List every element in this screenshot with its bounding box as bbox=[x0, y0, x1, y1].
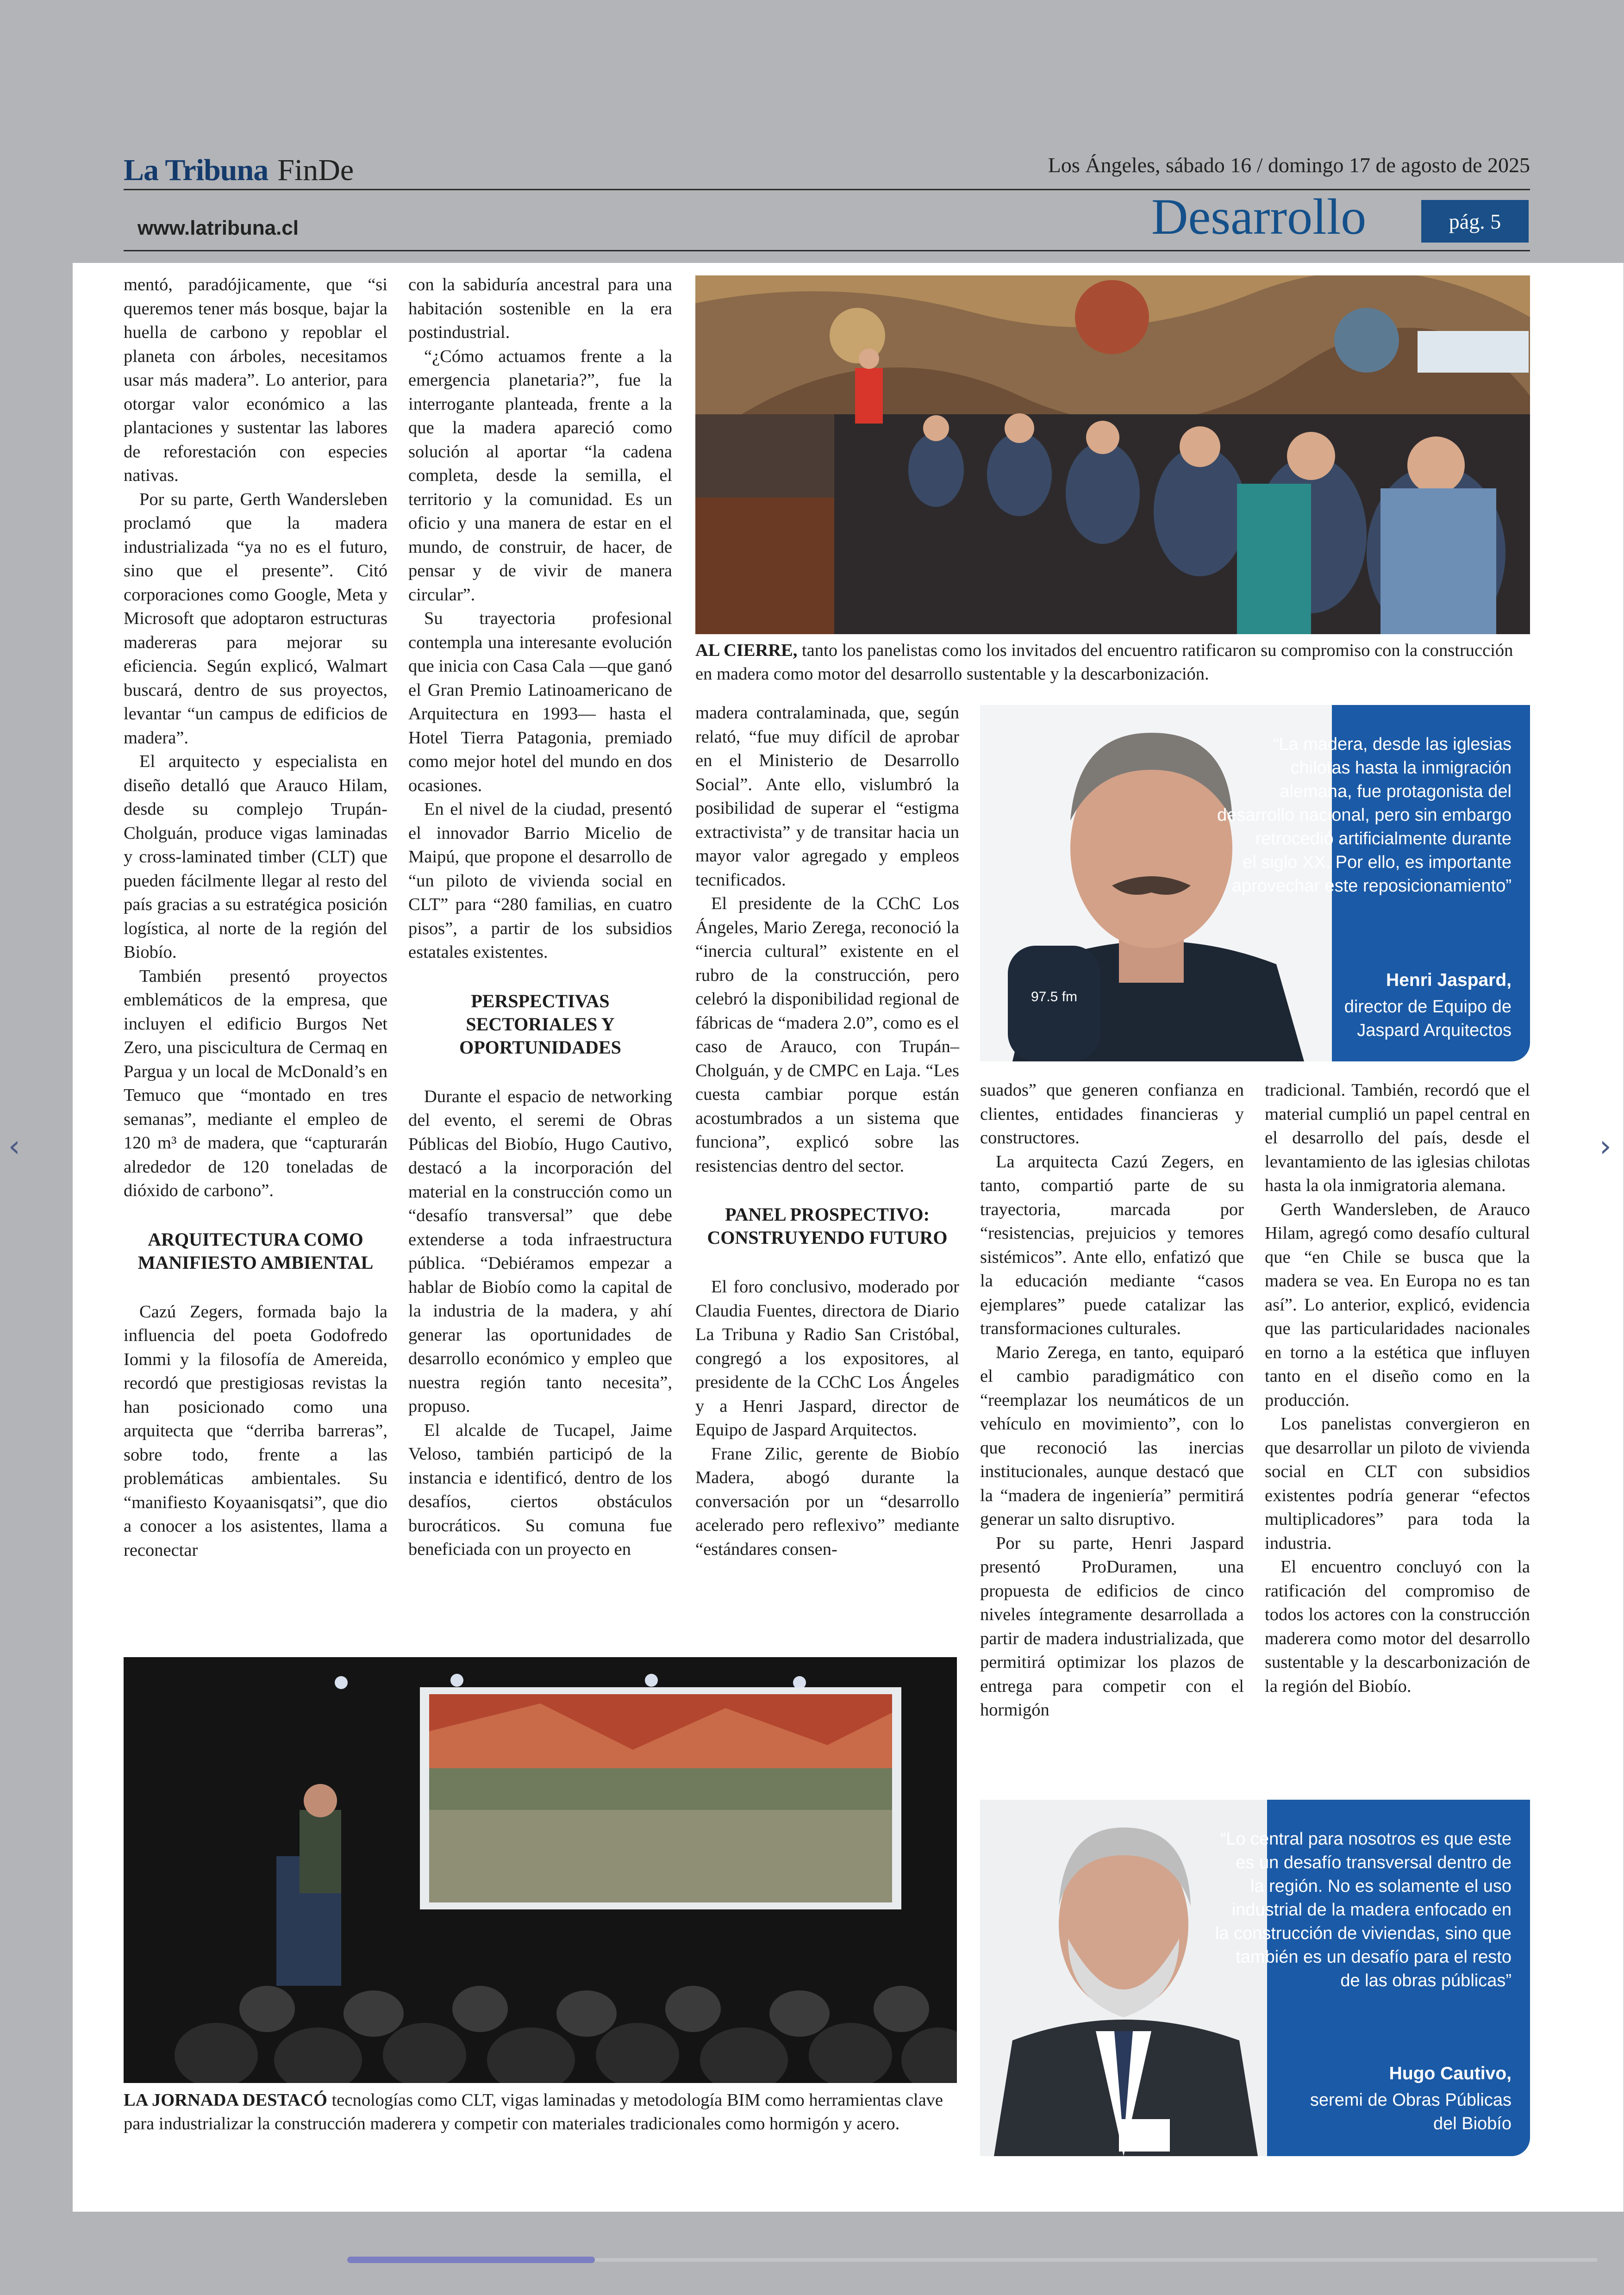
quote-line: “La madera, desde las iglesias bbox=[1273, 735, 1512, 754]
paragraph: suados” que generen confianza en clientes, entidades financieras y constructores. bbox=[980, 1080, 1244, 1148]
header-rule-bottom bbox=[124, 250, 1530, 251]
role-line: director de Equipo de bbox=[1344, 997, 1512, 1017]
paragraph: Durante el espacio de networking del evento, el seremi de Obras Públicas del Biobío, Hugo Cautivo, destacó a la incorporación del material en la construcción como un “desafío transversal” que debe extenderse a toda infraestructura pública. “Debiéramos empezar a hablar de Biobío como la capital de la industria de la madera, y ahí generar las oportunidades de desarrollo económico y empleo que nuestra región tanto necesita”, propuso. bbox=[408, 1086, 672, 1416]
masthead bbox=[124, 153, 354, 188]
paragraph: También presentó proyectos emblemáticos de la empresa, que incluyen el edificio Burgos Net Zero, una piscicultura de Cermaq en Pargua y un local de McDonald’s en Temuco que “montado en tres semanas”, mediante el empleo de 120 m³ de madera, que “capturarán alrededor de 120 toneladas de dióxido de carbono”. bbox=[124, 966, 387, 1200]
subheading-line: PANEL PROSPECTIVO: bbox=[725, 1204, 930, 1225]
article-column-3 bbox=[695, 701, 959, 1561]
newspaper-page bbox=[73, 0, 1624, 2212]
paragraph: “¿Cómo actuamos frente a la emergencia planetaria?”, fue la interrogante planteada, frente a la que la madera apareció como solución al aportar “la cadena completa, desde la semilla, el territorio y la comunidad. Es un oficio y una manera de estar en el mundo, de construir, de hacer, de pensar y de vivir de manera circular”. bbox=[408, 346, 672, 605]
role-line: del Biobío bbox=[1433, 2114, 1512, 2133]
audience-photo-illustration bbox=[695, 275, 1530, 634]
website-url: www.latribuna.cl bbox=[137, 217, 299, 239]
quote-box-henri-jaspard bbox=[980, 705, 1530, 1061]
quote-author-role bbox=[1234, 995, 1512, 1042]
caption-text: tecnologías como CLT, vigas laminadas y metodología BIM como herramientas clave para industrializar la construcción maderera y competir con materiales tradicionales como hormigón y acero. bbox=[124, 2090, 943, 2133]
caption-text: tanto los panelistas como los invitados del encuentro ratificaron su compromiso con la construcción en madera como motor del desarrollo sustentable y la descarbonización. bbox=[695, 641, 1513, 684]
article-column-1 bbox=[124, 273, 387, 1562]
caption-lead: LA JORNADA DESTACÓ bbox=[124, 2090, 327, 2110]
page-scrollbar-thumb[interactable] bbox=[347, 2257, 595, 2263]
page-number-badge: pág. 5 bbox=[1421, 200, 1529, 243]
subheading-line: SECTORIALES Y bbox=[466, 1013, 615, 1035]
brand-name: La Tribuna bbox=[124, 153, 269, 187]
quote-author-name: Hugo Cautivo, bbox=[1389, 2064, 1512, 2083]
quote-line: aprovechar este reposicionamiento” bbox=[1231, 876, 1512, 896]
photo-audience bbox=[695, 275, 1530, 634]
paragraph: Su trayectoria profesional contempla una interesante evolución que inicia con Casa Cala —que ganó el Gran Premio Latinoamericano de Arquitectura en 1993— hasta el Hotel Tierra Patagonia, premiado como mejor hotel del mundo en dos ocasiones. bbox=[408, 609, 672, 795]
quote-line: la construcción de viviendas, sino que bbox=[1215, 1924, 1512, 1943]
paragraph: Frane Zilic, gerente de Biobío Madera, abogó durante la conversación por un “desarrollo acelerado pero reflexivo” mediante “estándares consen- bbox=[695, 1444, 959, 1559]
paragraph: El presidente de la CChC Los Ángeles, Mario Zerega, reconoció la “inercia cultural” existente en el rubro de la construcción, pero celebró la disponibilidad regional de fábricas de “madera 2.0”, como es el caso de Arauco, con Trupán–Cholguán, y de CMPC en Laja. “Les cuesta cambiar porque están acostumbrados a un sistema que funciona”, explicó sobre las resistencias dentro del sector. bbox=[695, 894, 959, 1176]
paragraph: El arquitecto y especialista en diseño detalló que Arauco Hilam, desde su complejo Trupán-Cholguán, produce vigas laminadas y cross-laminated timber (CLT) que pueden fácilmente llegar al resto del país gracias a su estratégica posición logística, al norte de la región del Biobío. bbox=[124, 752, 387, 962]
paragraph: El encuentro concluyó con la ratificación del compromiso de todos los actores con la construcción maderera como motor del desarrollo sustentable y la descarbonización de la región del Biobío. bbox=[1265, 1557, 1530, 1696]
quote-author-role bbox=[1234, 2089, 1512, 2136]
photo-caption-bottom bbox=[124, 2089, 957, 2136]
paragraph: El alcalde de Tucapel, Jaime Veloso, también participó de la instancia e identificó, dentro de los desafíos, ciertos obstáculos burocráticos. Su comuna fue beneficiada con un proyecto en bbox=[408, 1420, 672, 1559]
paragraph: con la sabiduría ancestral para una habitación sostenible en la era postindustrial. bbox=[408, 275, 672, 342]
quote-line: “Lo central para nosotros es que este bbox=[1220, 1829, 1512, 1849]
paragraph: mentó, paradójicamente, que “si queremos tener más bosque, bajar la huella de carbono y repoblar el planeta con árboles, necesitamos usar más madera”. Lo anterior, para otorgar valor económico a las plantaciones y sustentar las labores de reforestación con especies nativas. bbox=[124, 275, 387, 485]
quote-line: también es un desafío para el resto bbox=[1236, 1947, 1512, 1967]
next-page-arrow[interactable]: › bbox=[1599, 1129, 1612, 1164]
subheading bbox=[124, 1228, 387, 1274]
quote-box-hugo-cautivo bbox=[980, 1800, 1530, 2156]
paragraph: La arquitecta Cazú Zegers, en tanto, compartió parte de su trayectoria, marcada por “resistencias, prejuicios y temores sistémicos”. Ante ello, enfatizó que la educación mediante “casos ejemplares” puede catalizar las transformaciones culturales. bbox=[980, 1152, 1244, 1338]
quote-line: la región. No es solamente el uso bbox=[1250, 1877, 1512, 1896]
quote-line: retrocedió artificialmente durante bbox=[1255, 829, 1512, 848]
quote-author-name: Henri Jaspard, bbox=[1386, 970, 1512, 990]
issue-date: Los Ángeles, sábado 16 / domingo 17 de agosto de 2025 bbox=[1048, 153, 1530, 177]
quote-line: alemana, fue protagonista del bbox=[1280, 782, 1512, 801]
article-column-2 bbox=[408, 273, 672, 1562]
paragraph: Mario Zerega, en tanto, equiparó el cambio paradigmático con “reemplazar los neumáticos de un vehículo en movimiento”, con lo que reconoció las inercias institucionales, aunque destacó que la “madera de ingeniería” permitirá generar un salto disruptivo. bbox=[980, 1342, 1244, 1529]
quote-line: de las obras públicas” bbox=[1340, 1971, 1512, 1990]
article-column-4 bbox=[980, 1079, 1244, 1722]
paragraph: Los panelistas convergieron en que desarrollar un piloto de vivienda social en CLT con subsidios existentes podría generar “efectos multiplicadores” para toda la industria. bbox=[1265, 1414, 1530, 1553]
paragraph: El foro conclusivo, moderado por Claudia Fuentes, directora de Diario La Tribuna y Radio San Cristóbal, congregó a los expositores, al presidente de la CChC Los Ángeles y a Henri Jaspard, director de Equipo de Jaspard Arquitectos. bbox=[695, 1277, 959, 1440]
role-line: Jaspard Arquitectos bbox=[1357, 1021, 1512, 1040]
subheading-line: MANIFIESTO AMBIENTAL bbox=[137, 1252, 374, 1273]
paragraph: Por su parte, Henri Jaspard presentó ProDuramen, una propuesta de edificios de cinco niveles íntegramente desarrollada a partir de madera industrializada, que permitirá optimizar los plazos de entrega para competir con el hormigón bbox=[980, 1533, 1244, 1720]
quote-line: es un desafío transversal dentro de bbox=[1236, 1853, 1512, 1872]
article-column-5 bbox=[1265, 1079, 1530, 1698]
edition-name: FinDe bbox=[277, 153, 354, 187]
photo-caption-top bbox=[695, 639, 1530, 686]
paragraph: Gerth Wandersleben, de Arauco Hilam, agregó como desafío cultural que “en Chile se busca que la madera se vea. En Europa no es tan así”. Lo anterior, explicó, evidencia que las particularidades nacionales en torno a la estética que influyen tanto en el diseño como en la producción. bbox=[1265, 1199, 1530, 1410]
paragraph: En el nivel de la ciudad, presentó el innovador Barrio Micelio de Maipú, que propone el desarrollo de “un piloto de vivienda social en CLT” para “280 familias, en cuatro pisos”, a partir de los subsidios estatales existentes. bbox=[408, 799, 672, 962]
caption-lead: AL CIERRE, bbox=[695, 641, 798, 660]
quote-line: desarrollo nacional, pero sin embargo bbox=[1217, 805, 1512, 825]
role-line: seremi de Obras Públicas bbox=[1310, 2090, 1512, 2110]
quote-text bbox=[1178, 1827, 1512, 1993]
quote-line: industrial de la madera enfocado en bbox=[1231, 1900, 1512, 1920]
paragraph: Cazú Zegers, formada bajo la influencia del poeta Godofredo Iommi y la filosofía de Amereida, recordó que prestigiosas revistas la han posicionado como una arquitecta que “derriba barreras”, sobre todo, frente a las problemáticas ambientales. Su “manifiesto Koyaanisqatsi”, que dio a conocer a los asistentes, llama a reconectar bbox=[124, 1302, 387, 1560]
paragraph: Por su parte, Gerth Wandersleben proclamó que la madera industrializada “ya no es el futuro, sino que el presente”. Citó corporaciones como Google, Meta y Microsoft que adoptaron estructuras madereras para mejorar su eficiencia. Según explicó, Walmart buscará, dentro de sus proyectos, levantar “un campus de edificios de madera”. bbox=[124, 489, 387, 748]
subheading-line: CONSTRUYENDO FUTURO bbox=[707, 1227, 948, 1248]
subheading bbox=[408, 990, 672, 1059]
paragraph: madera contralaminada, que, según relató, “fue muy difícil de aprobar en el Ministerio de Desarrollo Social”. Ante ello, vislumbró la posibilidad de superar el “estigma extractivista” y de transitar hacia un mayor valor agregado y empleos tecnificados. bbox=[695, 703, 959, 890]
subheading-line: OPORTUNIDADES bbox=[459, 1036, 621, 1058]
mic-logo-label: 97.5 fm bbox=[1031, 989, 1078, 1004]
previous-page-arrow[interactable]: ‹ bbox=[8, 1129, 20, 1164]
section-title: Desarrollo bbox=[1151, 188, 1367, 245]
quote-line: chilotas hasta la inmigración bbox=[1290, 758, 1512, 778]
quote-line: el siglo XX. Por ello, es importante bbox=[1243, 853, 1512, 872]
stage-photo-illustration bbox=[124, 1657, 957, 2083]
subheading bbox=[695, 1203, 959, 1249]
quote-text bbox=[1187, 733, 1512, 898]
subheading-line: PERSPECTIVAS bbox=[471, 990, 610, 1011]
subheading-line: ARQUITECTURA COMO bbox=[148, 1229, 363, 1250]
paragraph: tradicional. También, recordó que el material cumplió un papel central en el desarrollo del país, desde el levantamiento de las iglesias chilotas hasta la ola inmigratoria alemana. bbox=[1265, 1080, 1530, 1195]
photo-conference-stage bbox=[124, 1657, 957, 2083]
